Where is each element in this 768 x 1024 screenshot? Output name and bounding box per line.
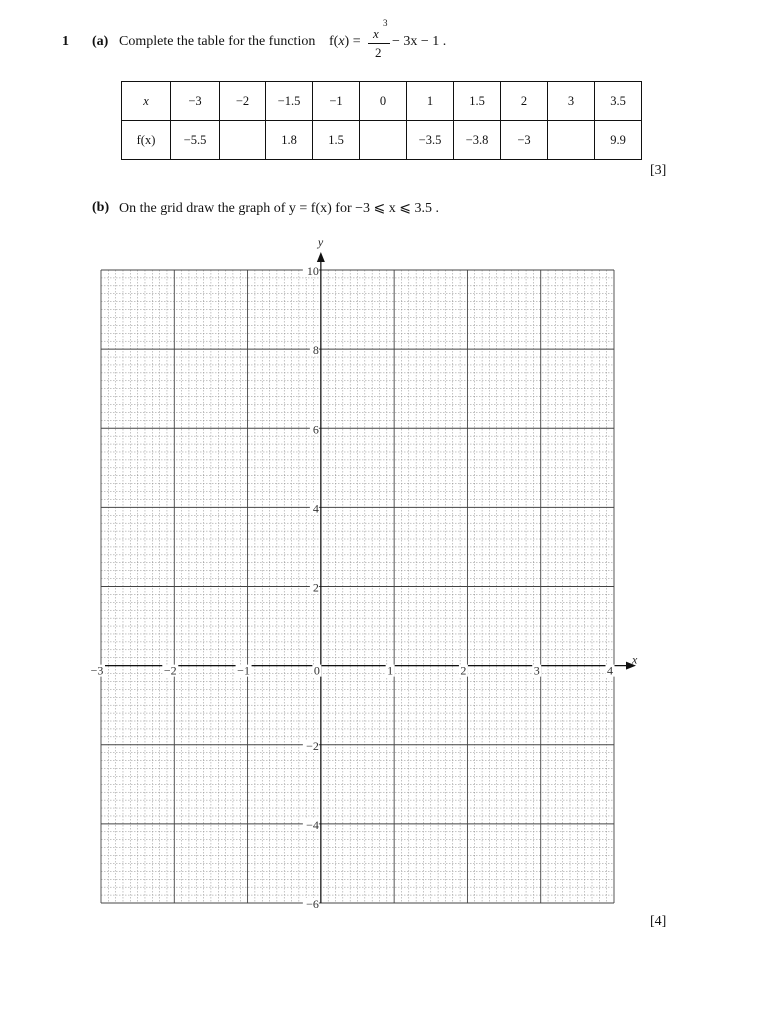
- x-tick-label: 0: [313, 663, 320, 678]
- y-tick-label: 4: [312, 501, 319, 516]
- part-a-stem: Complete the table for the function: [119, 34, 316, 49]
- table-header-fx: f(x): [122, 121, 171, 160]
- table-cell: 2: [501, 82, 548, 121]
- table-cell: −2: [220, 82, 266, 121]
- function-close: ) =: [344, 34, 361, 49]
- table-cell: −3: [171, 82, 220, 121]
- x-tick-label: −2: [163, 663, 177, 678]
- part-a-marks: [3]: [650, 163, 667, 178]
- y-tick-label: 2: [312, 580, 319, 595]
- x-axis-label: x: [632, 652, 638, 667]
- x-tick-label: 1: [387, 663, 394, 678]
- table-cell: −1.5: [266, 82, 313, 121]
- y-tick-label: −4: [306, 817, 319, 832]
- table-cell: 1: [407, 82, 454, 121]
- x-tick-label: −3: [90, 663, 104, 678]
- y-tick-label: −6: [306, 897, 319, 911]
- x-tick-label: 4: [607, 663, 613, 678]
- function-f: f(: [329, 34, 339, 49]
- y-tick-label: 8: [312, 343, 319, 358]
- table-cell: −3.8: [454, 121, 501, 160]
- part-b-label: (b): [92, 200, 110, 215]
- x-tick-label: 2: [460, 663, 467, 678]
- y-tick-label: −2: [306, 738, 319, 753]
- y-tick-label: 6: [312, 422, 319, 437]
- x-tick-label: −1: [237, 663, 250, 678]
- y-tick-labels: [303, 264, 319, 911]
- table-cell: 9.9: [595, 121, 642, 160]
- part-b-marks: [4]: [650, 914, 667, 929]
- fraction-numerator: x: [373, 26, 379, 41]
- fraction-power: 3: [383, 18, 388, 28]
- question-number: 1: [62, 34, 69, 49]
- table-cell: −1: [313, 82, 360, 121]
- function-rest: − 3x − 1 .: [392, 34, 447, 49]
- table-cell: 1.5: [454, 82, 501, 121]
- y-axis-label: y: [317, 235, 324, 249]
- part-b-text: On the grid draw the graph of y = f(x) for −3 ⩽ x ⩽ 3.5 .: [119, 201, 439, 216]
- table-cell: −3.5: [407, 121, 454, 160]
- table-cell: 3.5: [595, 82, 642, 121]
- table-cell: −3: [501, 121, 548, 160]
- table-cell: 1.8: [266, 121, 313, 160]
- x-tick-label: 3: [533, 663, 540, 678]
- table-cell: 1.5: [313, 121, 360, 160]
- table-cell: 0: [360, 82, 407, 121]
- fraction-denominator: 2: [375, 45, 382, 60]
- axes: [101, 235, 638, 903]
- y-axis-arrow-icon: [317, 252, 325, 262]
- y-tick-label: 10: [306, 264, 319, 278]
- table-cell: −5.5: [171, 121, 220, 160]
- function-variable: x: [338, 34, 345, 49]
- part-a-label: (a): [92, 34, 109, 49]
- table-cell: 3: [548, 82, 595, 121]
- table-header-x: x: [122, 82, 171, 121]
